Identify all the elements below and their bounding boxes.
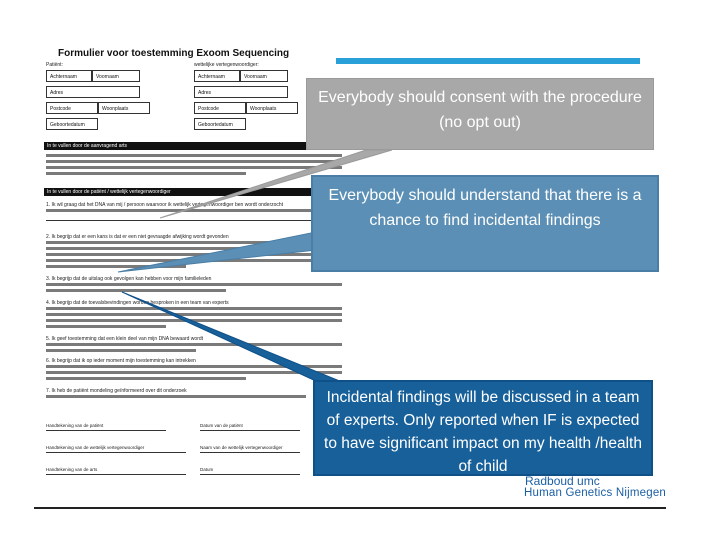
form-item-4: 4. Ik begrijp dat de toevalsbevindingen worden besproken in een team van experts bbox=[46, 300, 229, 306]
physician-date-label: Datum bbox=[200, 467, 214, 472]
field-woonplaats: Woonplaats bbox=[98, 102, 150, 114]
field-postcode: Postcode bbox=[46, 102, 98, 114]
form-item-3: 3. Ik begrijp dat de uitslag ook gevolgen kan hebben voor mijn familieleden bbox=[46, 276, 212, 282]
section-header-physician: In te vullen door de aanvragend arts bbox=[44, 142, 344, 150]
signature-patient-label: Handtekening van de patiënt bbox=[46, 423, 104, 428]
callout-understand: Everybody should understand that there is a chance to find incidental findings bbox=[311, 175, 659, 272]
form-title: Formulier voor toestemming Exoom Sequencing bbox=[58, 48, 290, 59]
guardian-field-woonplaats: Woonplaats bbox=[246, 102, 298, 114]
signature-date-label: Datum van de patiënt bbox=[200, 423, 243, 428]
field-achternaam: Achternaam bbox=[46, 70, 92, 82]
form-item-2: 2. Ik begrijp dat er een kans is dat er een niet gevraagde afwijking wordt gevonden bbox=[46, 234, 229, 240]
guardian-field-achternaam: Achternaam bbox=[194, 70, 240, 82]
field-adres: Adres bbox=[46, 86, 140, 98]
guardian-field-voornaam: Voornaam bbox=[240, 70, 288, 82]
department-logo-text: Human Genetics Nijmegen bbox=[524, 487, 667, 499]
callout-consent: Everybody should consent with the procedure (no opt out) bbox=[306, 78, 654, 150]
guardian-field-postcode: Postcode bbox=[194, 102, 246, 114]
bottom-divider bbox=[34, 507, 666, 509]
patient-label: Patiënt: bbox=[46, 62, 63, 68]
form-item-7: 7. Ik heb de patiënt mondeling geïnformeerd over dit onderzoek bbox=[46, 388, 187, 394]
radboud-logo-text: Radboud umc bbox=[525, 474, 600, 488]
guardian-label: wettelijke vertegenwoordiger: bbox=[194, 62, 259, 68]
callout-incidental-findings: Incidental findings will be discussed in a team of experts. Only reported when IF is expected to have significant impact on my health /health of child bbox=[313, 380, 653, 476]
guardian-field-adres: Adres bbox=[194, 86, 288, 98]
signature-physician-label: Handtekening van de arts bbox=[46, 467, 98, 472]
form-item-1: 1. Ik wil graag dat het DNA van mij / persoon waarvoor ik wettelijk vertegenwoordiger ben wordt onderzocht bbox=[46, 202, 284, 208]
signature-guardian-label: Handtekening van de wettelijk vertegenwoordiger bbox=[46, 445, 145, 450]
field-voornaam: Voornaam bbox=[92, 70, 140, 82]
field-geboortedatum: Geboortedatum bbox=[46, 118, 98, 130]
section-header-patient: In te vullen door de patiënt / wettelijk vertegenwoordiger bbox=[44, 188, 344, 196]
form-item-5: 5. Ik geef toestemming dat een klein deel van mijn DNA bewaard wordt bbox=[46, 336, 204, 342]
form-item-6: 6. Ik begrijp dat ik op ieder moment mijn toestemming kan intrekken bbox=[46, 358, 196, 364]
guardian-name-label: Naam van de wettelijk vertegenwoordiger bbox=[200, 445, 283, 450]
callout-incidental-tail bbox=[122, 292, 342, 382]
guardian-field-geboortedatum: Geboortedatum bbox=[194, 118, 246, 130]
callout-understand-tail bbox=[118, 232, 316, 272]
